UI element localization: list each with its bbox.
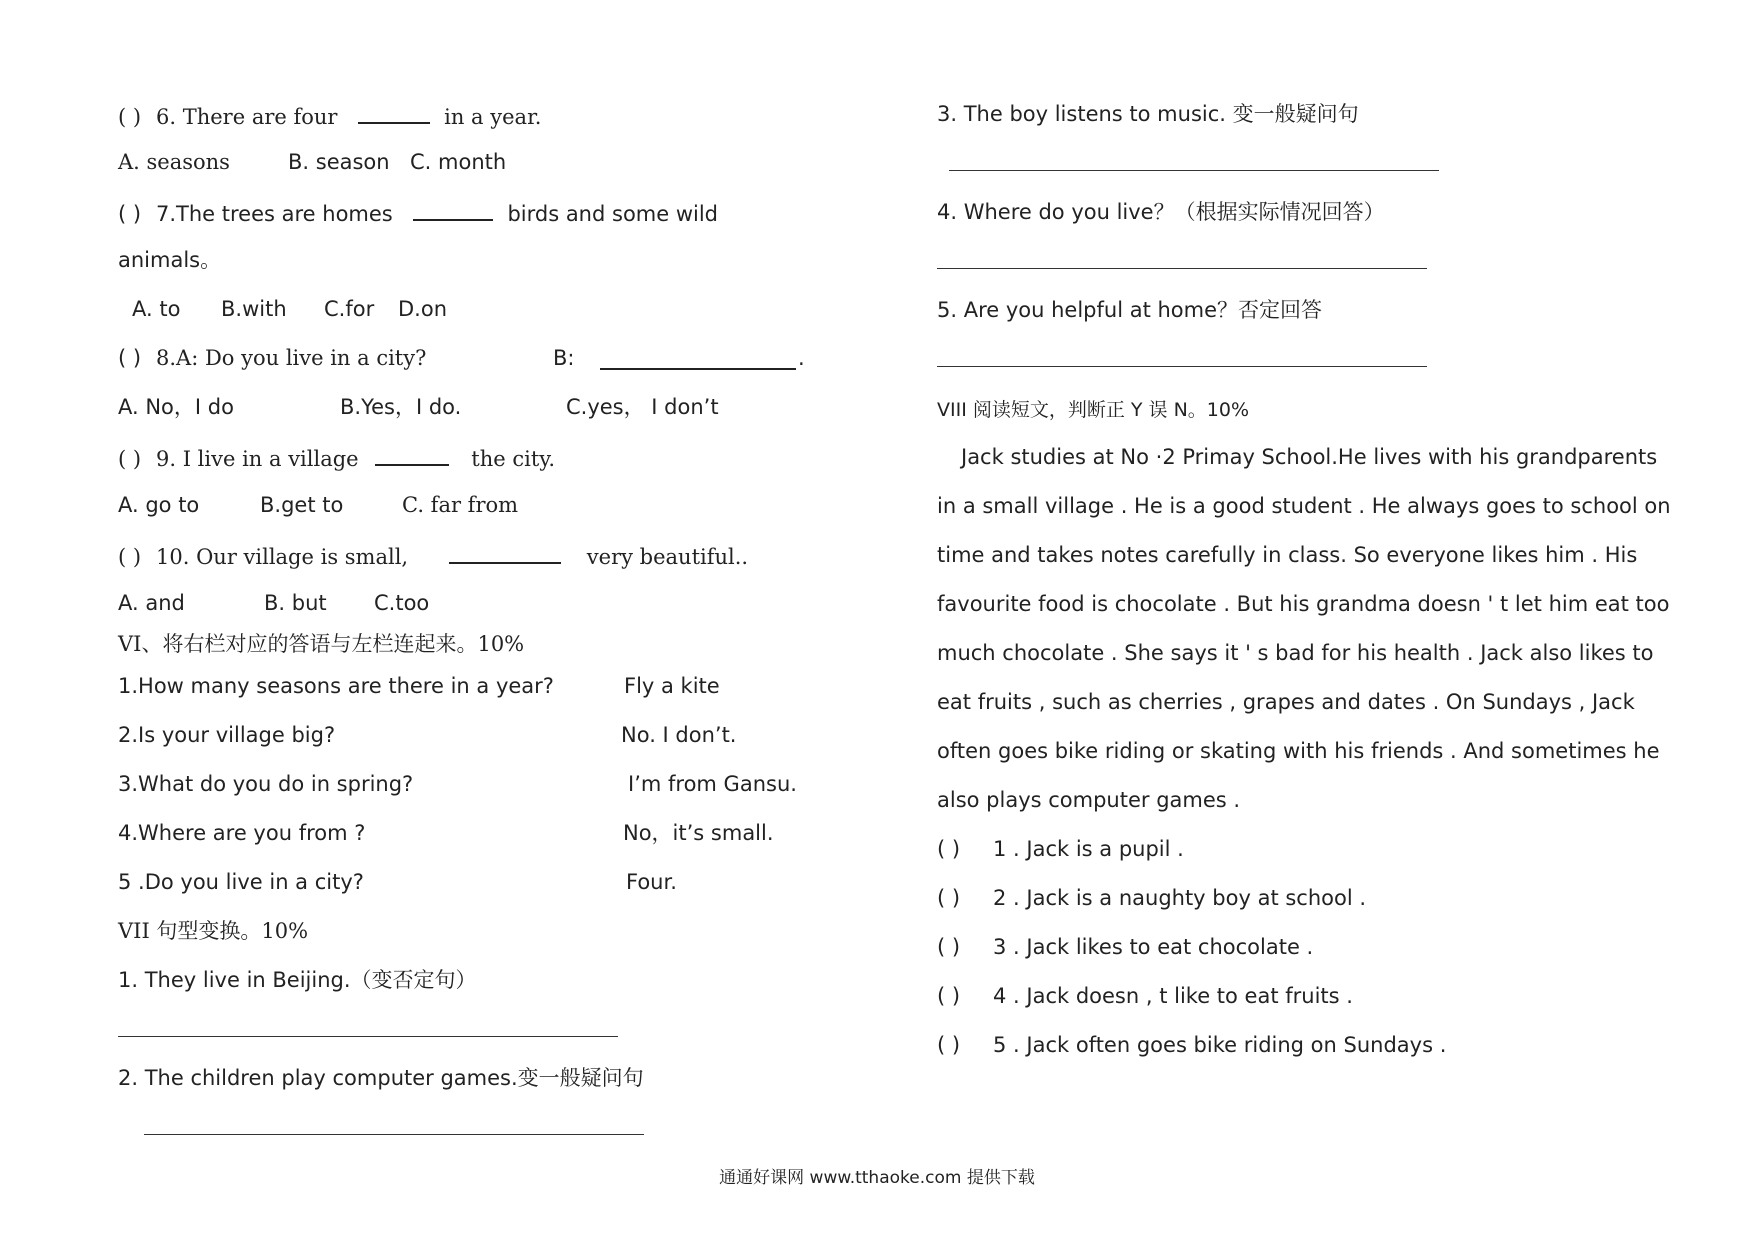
option-c: C. far from bbox=[402, 493, 519, 517]
answer-paren[interactable]: ( ) bbox=[937, 984, 961, 1008]
tf-statement-5 bbox=[937, 1031, 1446, 1059]
match-answer-2: No. I don’t. bbox=[621, 723, 737, 747]
tf-statement-3 bbox=[937, 933, 1313, 961]
option-b: B. season bbox=[288, 150, 390, 174]
passage-line: often goes bike riding or skating with his friends . And sometimes he bbox=[937, 739, 1660, 763]
statement-text: 1 . Jack is a pupil . bbox=[993, 837, 1184, 861]
question-text-end: birds and some wild bbox=[507, 202, 719, 226]
passage-line: also plays computer games . bbox=[937, 788, 1241, 812]
match-question-4: 4.Where are you from ? bbox=[118, 821, 366, 845]
option-a: A. seasons bbox=[118, 150, 230, 174]
question-text: 10. Our village is small, bbox=[156, 545, 409, 569]
answer-line-5[interactable] bbox=[937, 366, 1427, 367]
answer-line-4[interactable] bbox=[937, 268, 1427, 269]
transform-item-2: 2. The children play computer games.变一般疑问句 bbox=[118, 1066, 644, 1090]
question-text: 7.The trees are homes bbox=[156, 202, 393, 226]
question-7 bbox=[118, 197, 718, 228]
speaker-b-label: B: bbox=[553, 346, 575, 370]
passage-line: Jack studies at No ·2 Primay School.He lives with his grandparents bbox=[961, 445, 1658, 469]
option-c: C. month bbox=[410, 150, 507, 174]
option-b: B.Yes，I do. bbox=[340, 395, 462, 419]
option-a: A. to bbox=[132, 297, 181, 321]
tf-statement-2 bbox=[937, 884, 1366, 912]
answer-paren[interactable]: ( ) bbox=[118, 202, 142, 226]
option-a: A. and bbox=[118, 591, 185, 615]
answer-paren[interactable]: ( ) bbox=[118, 545, 142, 569]
answer-line-3[interactable] bbox=[949, 170, 1439, 171]
question-7-wrap: animals。 bbox=[118, 248, 222, 272]
question-9 bbox=[118, 442, 555, 473]
statement-text: 2 . Jack is a naughty boy at school . bbox=[993, 886, 1367, 910]
passage-line: favourite food is chocolate . But his grandma doesn ' t let him eat too bbox=[937, 592, 1670, 616]
fill-blank[interactable] bbox=[600, 346, 796, 370]
match-question-5: 5 .Do you live in a city? bbox=[118, 870, 364, 894]
statement-text: 5 . Jack often goes bike riding on Sundays . bbox=[993, 1033, 1447, 1057]
match-question-1: 1.How many seasons are there in a year? bbox=[118, 674, 554, 698]
fill-blank[interactable] bbox=[449, 540, 561, 564]
transform-item-5: 5. Are you helpful at home？否定回答 bbox=[937, 298, 1323, 322]
question-8 bbox=[118, 344, 805, 372]
option-b: B.get to bbox=[260, 493, 344, 517]
question-text-end: the city. bbox=[471, 447, 556, 471]
question-10 bbox=[118, 540, 748, 571]
transform-item-4: 4. Where do you live？（根据实际情况回答） bbox=[937, 200, 1385, 224]
answer-line-2[interactable] bbox=[144, 1134, 644, 1135]
fill-blank[interactable] bbox=[358, 100, 430, 124]
section-8-title: VIII 阅读短文，判断正 Y 误 N。10% bbox=[937, 399, 1250, 421]
fill-blank[interactable] bbox=[375, 442, 449, 466]
option-a: A. No，I do bbox=[118, 395, 234, 419]
match-answer-1: Fly a kite bbox=[624, 674, 720, 698]
footer-source: 通通好课网 www.tthaoke.com 提供下载 bbox=[719, 1168, 1035, 1188]
option-b: B.with bbox=[221, 297, 287, 321]
question-text-end: very beautiful.. bbox=[586, 545, 749, 569]
section-6-title: VI、将右栏对应的答语与左栏连起来。10% bbox=[118, 632, 525, 656]
option-a: A. go to bbox=[118, 493, 200, 517]
answer-line-1[interactable] bbox=[118, 1036, 618, 1037]
match-question-3: 3.What do you do in spring? bbox=[118, 772, 414, 796]
answer-paren[interactable]: ( ) bbox=[118, 105, 142, 129]
passage-line: in a small village . He is a good student . He always goes to school on bbox=[937, 494, 1671, 518]
tf-statement-1 bbox=[937, 835, 1184, 863]
tf-statement-4 bbox=[937, 982, 1353, 1010]
option-c: C.too bbox=[374, 591, 430, 615]
section-7-title: VII 句型变换。10% bbox=[118, 919, 309, 943]
transform-item-3: 3. The boy listens to music. 变一般疑问句 bbox=[937, 102, 1359, 126]
question-6 bbox=[118, 100, 541, 131]
fill-blank[interactable] bbox=[413, 197, 493, 221]
match-question-2: 2.Is your village big? bbox=[118, 723, 336, 747]
statement-text: 3 . Jack likes to eat chocolate . bbox=[993, 935, 1314, 959]
period: . bbox=[798, 346, 805, 370]
answer-paren[interactable]: ( ) bbox=[937, 837, 961, 861]
match-answer-3: I’m from Gansu. bbox=[628, 772, 797, 796]
passage-line: much chocolate . She says it ' s bad for his health . Jack also likes to bbox=[937, 641, 1654, 665]
question-text: 6. There are four bbox=[156, 105, 338, 129]
option-b: B. but bbox=[264, 591, 327, 615]
question-text-end: in a year. bbox=[444, 105, 542, 129]
question-text: 9. I live in a village bbox=[156, 447, 359, 471]
answer-paren[interactable]: ( ) bbox=[937, 1033, 961, 1057]
option-d: D.on bbox=[398, 297, 448, 321]
answer-paren[interactable]: ( ) bbox=[118, 447, 142, 471]
statement-text: 4 . Jack doesn , t like to eat fruits . bbox=[993, 984, 1353, 1008]
passage-line: eat fruits , such as cherries , grapes and dates . On Sundays , Jack bbox=[937, 690, 1635, 714]
option-c: C.yes， I don’t bbox=[566, 395, 719, 419]
question-text: 8.A: Do you live in a city? bbox=[156, 346, 427, 370]
answer-paren[interactable]: ( ) bbox=[118, 346, 142, 370]
match-answer-4: No，it’s small. bbox=[623, 821, 774, 845]
answer-paren[interactable]: ( ) bbox=[937, 886, 961, 910]
option-c: C.for bbox=[324, 297, 375, 321]
answer-paren[interactable]: ( ) bbox=[937, 935, 961, 959]
match-answer-5: Four. bbox=[626, 870, 677, 894]
passage-line: time and takes notes carefully in class. So everyone likes him . His bbox=[937, 543, 1638, 567]
transform-item-1: 1. They live in Beijing.（变否定句） bbox=[118, 968, 477, 992]
